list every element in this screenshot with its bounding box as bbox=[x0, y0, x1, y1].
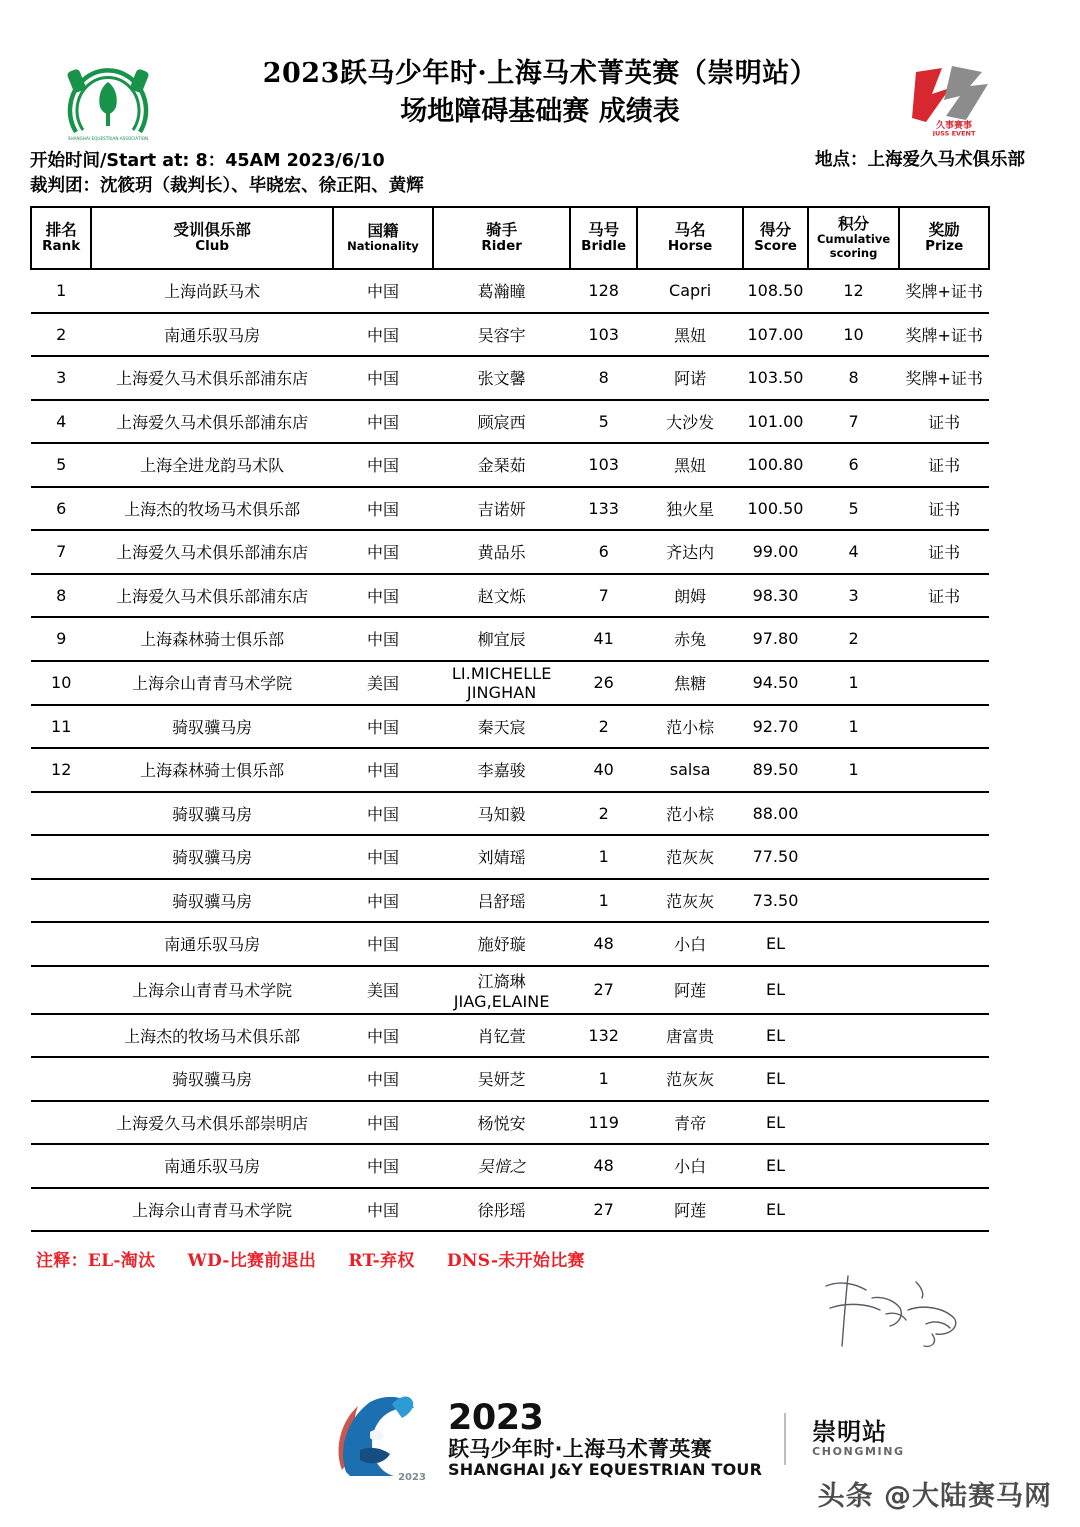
legend-rt: RT-弃权 bbox=[348, 1251, 415, 1271]
cell-prize bbox=[899, 617, 989, 661]
table-row bbox=[31, 530, 989, 574]
logo-divider bbox=[784, 1413, 786, 1465]
cell-cumulative bbox=[808, 792, 900, 836]
cell-score: EL bbox=[743, 1057, 808, 1101]
col-header-nationality: 国籍 Nationality bbox=[333, 207, 433, 269]
cell-nationality: 美国 bbox=[333, 966, 433, 1014]
cell-score: EL bbox=[743, 966, 808, 1014]
cell-bridle: 8 bbox=[570, 356, 637, 400]
cell-cumulative: 1 bbox=[808, 748, 900, 792]
page-title-line2: 场地障碍基础赛 成绩表 bbox=[400, 96, 680, 128]
cell-horse: 独火星 bbox=[637, 487, 743, 531]
station-label bbox=[812, 1419, 905, 1459]
cell-rider: 徐彤瑶 bbox=[433, 1188, 570, 1232]
cell-club: 上海杰的牧场马术俱乐部 bbox=[91, 1014, 333, 1058]
cell-club: 上海杰的牧场马术俱乐部 bbox=[91, 487, 333, 531]
cell-nationality: 中国 bbox=[333, 879, 433, 923]
cell-club: 上海佘山青青马术学院 bbox=[91, 1188, 333, 1232]
cell-bridle: 6 bbox=[570, 530, 637, 574]
table-row bbox=[31, 1144, 989, 1188]
cell-horse: 赤兔 bbox=[637, 617, 743, 661]
cell-nationality: 中国 bbox=[333, 530, 433, 574]
cell-cumulative bbox=[808, 879, 900, 923]
cell-prize: 奖牌+证书 bbox=[899, 356, 989, 400]
cell-prize bbox=[899, 1188, 989, 1232]
cell-horse: 阿莲 bbox=[637, 1188, 743, 1232]
table-row bbox=[31, 269, 989, 313]
cell-horse: 范小棕 bbox=[637, 705, 743, 749]
cell-rider: 吕舒瑶 bbox=[433, 879, 570, 923]
cell-club: 骑驭骥马房 bbox=[91, 792, 333, 836]
cell-cumulative bbox=[808, 1057, 900, 1101]
cell-cumulative: 7 bbox=[808, 400, 900, 444]
cell-rank: 6 bbox=[31, 487, 91, 531]
cell-rider: 吴愔之 bbox=[433, 1144, 570, 1188]
table-row bbox=[31, 1101, 989, 1145]
table-row bbox=[31, 661, 989, 705]
cell-horse: 阿诺 bbox=[637, 356, 743, 400]
table-row bbox=[31, 922, 989, 966]
start-time-text: 开始时间/Start at: 8：45AM 2023/6/10 bbox=[30, 151, 385, 171]
cell-horse: 青帝 bbox=[637, 1101, 743, 1145]
cell-bridle: 7 bbox=[570, 574, 637, 618]
cell-rank bbox=[31, 1188, 91, 1232]
cell-prize bbox=[899, 835, 989, 879]
cell-rider: 马知毅 bbox=[433, 792, 570, 836]
cell-horse: salsa bbox=[637, 748, 743, 792]
cell-bridle: 26 bbox=[570, 661, 637, 705]
station-name-cn: 崇明站 bbox=[812, 1417, 888, 1446]
cell-cumulative: 8 bbox=[808, 356, 900, 400]
juss-event-logo bbox=[908, 58, 1000, 136]
legend-dns: DNS-未开始比赛 bbox=[446, 1251, 585, 1271]
cell-rider: 顾宸西 bbox=[433, 400, 570, 444]
cell-rank bbox=[31, 1101, 91, 1145]
cell-score: 100.50 bbox=[743, 487, 808, 531]
table-row bbox=[31, 487, 989, 531]
col-header-prize: 奖励 Prize bbox=[899, 207, 989, 269]
cell-rider: LI.MICHELLE JINGHAN bbox=[433, 661, 570, 705]
tour-logo-year: 2023 bbox=[448, 1397, 544, 1438]
col-header-bridle: 马号 Bridle bbox=[570, 207, 637, 269]
cell-prize: 证书 bbox=[899, 400, 989, 444]
cell-club: 上海爱久马术俱乐部浦东店 bbox=[91, 356, 333, 400]
cell-bridle: 5 bbox=[570, 400, 637, 444]
cell-rider: 吴妍芝 bbox=[433, 1057, 570, 1101]
cell-cumulative: 10 bbox=[808, 313, 900, 357]
cell-rider: 赵文烁 bbox=[433, 574, 570, 618]
table-row bbox=[31, 835, 989, 879]
cell-prize bbox=[899, 661, 989, 705]
col-header-cumulative: 积分 Cumulative scoring bbox=[808, 207, 900, 269]
cell-bridle: 1 bbox=[570, 879, 637, 923]
cell-cumulative bbox=[808, 1188, 900, 1232]
cell-bridle: 41 bbox=[570, 617, 637, 661]
cell-prize: 奖牌+证书 bbox=[899, 313, 989, 357]
cell-club: 上海全进龙韵马术队 bbox=[91, 443, 333, 487]
cell-prize bbox=[899, 748, 989, 792]
cell-bridle: 2 bbox=[570, 705, 637, 749]
cell-score: 99.00 bbox=[743, 530, 808, 574]
table-row bbox=[31, 356, 989, 400]
cell-rider: 肖钇萱 bbox=[433, 1014, 570, 1058]
col-header-club: 受训俱乐部 Club bbox=[91, 207, 333, 269]
cell-score: 77.50 bbox=[743, 835, 808, 879]
cell-rank: 9 bbox=[31, 617, 91, 661]
tour-logo-cn: 跃马少年时·上海马术菁英赛 bbox=[448, 1436, 712, 1461]
cell-rank bbox=[31, 835, 91, 879]
cell-prize bbox=[899, 922, 989, 966]
cell-rank: 8 bbox=[31, 574, 91, 618]
cell-rank: 1 bbox=[31, 269, 91, 313]
cell-club: 南通乐驭马房 bbox=[91, 313, 333, 357]
cell-club: 上海佘山青青马术学院 bbox=[91, 661, 333, 705]
cell-rider: 金琹茹 bbox=[433, 443, 570, 487]
table-row bbox=[31, 879, 989, 923]
cell-horse: 范灰灰 bbox=[637, 835, 743, 879]
cell-rank bbox=[31, 922, 91, 966]
cell-nationality: 中国 bbox=[333, 705, 433, 749]
juss-logo-en: JUSS EVENT bbox=[932, 129, 976, 136]
cell-cumulative bbox=[808, 922, 900, 966]
cell-score: 100.80 bbox=[743, 443, 808, 487]
cell-horse: 范小棕 bbox=[637, 792, 743, 836]
cell-cumulative bbox=[808, 1101, 900, 1145]
cell-nationality: 中国 bbox=[333, 792, 433, 836]
cell-bridle: 48 bbox=[570, 922, 637, 966]
cell-bridle: 1 bbox=[570, 1057, 637, 1101]
cell-club: 上海爱久马术俱乐部浦东店 bbox=[91, 530, 333, 574]
table-row bbox=[31, 705, 989, 749]
cell-rider: 李嘉骏 bbox=[433, 748, 570, 792]
cell-prize: 证书 bbox=[899, 530, 989, 574]
cell-rank: 12 bbox=[31, 748, 91, 792]
cell-rank: 4 bbox=[31, 400, 91, 444]
cell-rider: 施妤璇 bbox=[433, 922, 570, 966]
cell-rank: 10 bbox=[31, 661, 91, 705]
cell-score: EL bbox=[743, 1101, 808, 1145]
table-row bbox=[31, 313, 989, 357]
cell-nationality: 中国 bbox=[333, 1144, 433, 1188]
cell-score: 88.00 bbox=[743, 792, 808, 836]
cell-horse: 范灰灰 bbox=[637, 1057, 743, 1101]
cell-score: EL bbox=[743, 1188, 808, 1232]
cell-bridle: 119 bbox=[570, 1101, 637, 1145]
cell-rider: 杨悦安 bbox=[433, 1101, 570, 1145]
cell-prize bbox=[899, 705, 989, 749]
juss-logo-cn: 久事赛事 bbox=[935, 121, 973, 131]
legend-wd: WD-比赛前退出 bbox=[187, 1251, 317, 1271]
venue-text: 地点：上海爱久马术俱乐部 bbox=[815, 150, 1025, 170]
cell-bridle: 27 bbox=[570, 1188, 637, 1232]
cell-bridle: 128 bbox=[570, 269, 637, 313]
cell-nationality: 中国 bbox=[333, 574, 433, 618]
table-row bbox=[31, 574, 989, 618]
cell-score: 101.00 bbox=[743, 400, 808, 444]
cell-nationality: 中国 bbox=[333, 1188, 433, 1232]
cell-horse: 小白 bbox=[637, 1144, 743, 1188]
watermark-text: 头条 @大陆赛马网 bbox=[817, 1481, 1052, 1512]
cell-horse: 唐富贵 bbox=[637, 1014, 743, 1058]
cell-rank bbox=[31, 1057, 91, 1101]
cell-nationality: 中国 bbox=[333, 748, 433, 792]
cell-rank bbox=[31, 1144, 91, 1188]
table-header-row bbox=[31, 207, 989, 269]
cell-score: EL bbox=[743, 922, 808, 966]
cell-bridle: 40 bbox=[570, 748, 637, 792]
table-row bbox=[31, 443, 989, 487]
cell-nationality: 中国 bbox=[333, 443, 433, 487]
cell-rider: 江旖琳JIAG,ELAINE bbox=[433, 966, 570, 1014]
table-row bbox=[31, 748, 989, 792]
cell-horse: 范灰灰 bbox=[637, 879, 743, 923]
cell-horse: 黑妞 bbox=[637, 313, 743, 357]
cell-rank: 3 bbox=[31, 356, 91, 400]
cell-bridle: 48 bbox=[570, 1144, 637, 1188]
table-row bbox=[31, 1057, 989, 1101]
cell-cumulative: 1 bbox=[808, 661, 900, 705]
cell-nationality: 中国 bbox=[333, 1014, 433, 1058]
cell-club: 上海森林骑士俱乐部 bbox=[91, 617, 333, 661]
cell-rank: 7 bbox=[31, 530, 91, 574]
cell-score: 108.50 bbox=[743, 269, 808, 313]
table-row bbox=[31, 617, 989, 661]
cell-score: 92.70 bbox=[743, 705, 808, 749]
cell-rider: 吉诺妍 bbox=[433, 487, 570, 531]
tour-logo-en: SHANGHAI J&Y EQUESTRIAN TOUR bbox=[448, 1459, 763, 1479]
cell-horse: Capri bbox=[637, 269, 743, 313]
cell-cumulative bbox=[808, 966, 900, 1014]
table-row bbox=[31, 1014, 989, 1058]
cell-nationality: 美国 bbox=[333, 661, 433, 705]
cell-prize bbox=[899, 1101, 989, 1145]
cell-rank bbox=[31, 792, 91, 836]
horse-badge-year: 2023 bbox=[398, 1472, 426, 1483]
cell-score: 97.80 bbox=[743, 617, 808, 661]
cell-rider: 张文馨 bbox=[433, 356, 570, 400]
cell-prize bbox=[899, 1144, 989, 1188]
cell-prize bbox=[899, 1057, 989, 1101]
cell-rank bbox=[31, 1014, 91, 1058]
cell-club: 骑驭骥马房 bbox=[91, 1057, 333, 1101]
cell-horse: 阿莲 bbox=[637, 966, 743, 1014]
cell-cumulative: 1 bbox=[808, 705, 900, 749]
cell-prize bbox=[899, 792, 989, 836]
results-table-body bbox=[31, 269, 989, 1231]
cell-score: 94.50 bbox=[743, 661, 808, 705]
table-row bbox=[31, 792, 989, 836]
col-header-rider: 骑手 Rider bbox=[433, 207, 570, 269]
cell-cumulative bbox=[808, 835, 900, 879]
cell-nationality: 中国 bbox=[333, 269, 433, 313]
cell-horse: 齐达内 bbox=[637, 530, 743, 574]
cell-club: 南通乐驭马房 bbox=[91, 1144, 333, 1188]
cell-nationality: 中国 bbox=[333, 356, 433, 400]
cell-club: 上海佘山青青马术学院 bbox=[91, 966, 333, 1014]
cell-score: 73.50 bbox=[743, 879, 808, 923]
cell-nationality: 中国 bbox=[333, 1101, 433, 1145]
cell-rider: 柳宜辰 bbox=[433, 617, 570, 661]
table-row bbox=[31, 400, 989, 444]
cell-score: 89.50 bbox=[743, 748, 808, 792]
cell-prize: 奖牌+证书 bbox=[899, 269, 989, 313]
cell-prize: 证书 bbox=[899, 487, 989, 531]
document-header bbox=[0, 0, 1080, 140]
cell-horse: 焦糖 bbox=[637, 661, 743, 705]
cell-rank bbox=[31, 879, 91, 923]
cell-cumulative: 5 bbox=[808, 487, 900, 531]
cell-score: EL bbox=[743, 1014, 808, 1058]
horse-head-icon bbox=[330, 1392, 438, 1486]
cell-rank: 2 bbox=[31, 313, 91, 357]
cell-club: 上海爱久马术俱乐部崇明店 bbox=[91, 1101, 333, 1145]
page-title-line1: 2023跃马少年时·上海马术菁英赛（崇明站） bbox=[262, 58, 818, 89]
cell-rank: 11 bbox=[31, 705, 91, 749]
cell-nationality: 中国 bbox=[333, 617, 433, 661]
tour-logo-text bbox=[448, 1397, 763, 1479]
cell-nationality: 中国 bbox=[333, 487, 433, 531]
cell-cumulative: 2 bbox=[808, 617, 900, 661]
cell-rider: 刘婧瑶 bbox=[433, 835, 570, 879]
cell-club: 上海尚跃马术 bbox=[91, 269, 333, 313]
cell-prize bbox=[899, 879, 989, 923]
cell-bridle: 1 bbox=[570, 835, 637, 879]
cell-nationality: 中国 bbox=[333, 1057, 433, 1101]
cell-rider: 秦天宸 bbox=[433, 705, 570, 749]
event-meta bbox=[0, 148, 1080, 198]
cell-score: 98.30 bbox=[743, 574, 808, 618]
cell-club: 上海森林骑士俱乐部 bbox=[91, 748, 333, 792]
meta-row-time-venue bbox=[30, 148, 1050, 173]
cell-rider: 吴容宇 bbox=[433, 313, 570, 357]
cell-rank: 5 bbox=[31, 443, 91, 487]
cell-bridle: 103 bbox=[570, 443, 637, 487]
cell-cumulative: 12 bbox=[808, 269, 900, 313]
cell-club: 上海爱久马术俱乐部浦东店 bbox=[91, 574, 333, 618]
judges-text: 裁判团：沈筱玥（裁判长）、毕晓宏、徐正阳、黄辉 bbox=[30, 176, 424, 196]
cell-rider: 黄品乐 bbox=[433, 530, 570, 574]
cell-rank bbox=[31, 966, 91, 1014]
results-table bbox=[30, 206, 990, 1232]
cell-horse: 大沙发 bbox=[637, 400, 743, 444]
col-header-rank: 排名 Rank bbox=[31, 207, 91, 269]
cell-nationality: 中国 bbox=[333, 400, 433, 444]
cell-horse: 小白 bbox=[637, 922, 743, 966]
col-header-score: 得分 Score bbox=[743, 207, 808, 269]
cell-club: 上海爱久马术俱乐部浦东店 bbox=[91, 400, 333, 444]
cell-club: 骑驭骥马房 bbox=[91, 835, 333, 879]
cell-prize: 证书 bbox=[899, 574, 989, 618]
cell-bridle: 103 bbox=[570, 313, 637, 357]
event-tour-logo bbox=[330, 1392, 905, 1486]
cell-nationality: 中国 bbox=[333, 313, 433, 357]
legend-el: 注释：EL-淘汰 bbox=[36, 1251, 156, 1271]
cell-cumulative: 3 bbox=[808, 574, 900, 618]
cell-bridle: 27 bbox=[570, 966, 637, 1014]
judge-signature bbox=[808, 1268, 988, 1358]
station-name-en: CHONGMING bbox=[812, 1445, 905, 1459]
table-row bbox=[31, 1188, 989, 1232]
cell-rider: 葛瀚瞳 bbox=[433, 269, 570, 313]
cell-prize bbox=[899, 966, 989, 1014]
cell-score: EL bbox=[743, 1144, 808, 1188]
cell-club: 南通乐驭马房 bbox=[91, 922, 333, 966]
cell-club: 骑驭骥马房 bbox=[91, 705, 333, 749]
cell-cumulative bbox=[808, 1144, 900, 1188]
cell-prize: 证书 bbox=[899, 443, 989, 487]
cell-cumulative bbox=[808, 1014, 900, 1058]
cell-club: 骑驭骥马房 bbox=[91, 879, 333, 923]
cell-horse: 黑妞 bbox=[637, 443, 743, 487]
cell-bridle: 2 bbox=[570, 792, 637, 836]
results-table-wrap bbox=[30, 206, 1050, 1232]
cell-nationality: 中国 bbox=[333, 835, 433, 879]
cell-bridle: 133 bbox=[570, 487, 637, 531]
cell-horse: 朗姆 bbox=[637, 574, 743, 618]
cell-cumulative: 6 bbox=[808, 443, 900, 487]
cell-nationality: 中国 bbox=[333, 922, 433, 966]
cell-score: 107.00 bbox=[743, 313, 808, 357]
table-row bbox=[31, 966, 989, 1014]
cell-bridle: 132 bbox=[570, 1014, 637, 1058]
shanghai-equestrian-association-logo bbox=[56, 50, 160, 144]
meta-row-judges bbox=[30, 173, 1050, 198]
cell-score: 103.50 bbox=[743, 356, 808, 400]
cell-prize bbox=[899, 1014, 989, 1058]
col-header-horse: 马名 Horse bbox=[637, 207, 743, 269]
cell-cumulative: 4 bbox=[808, 530, 900, 574]
svg-text:SHANGHAI EQUESTRIAN ASSOCIATIO: SHANGHAI EQUESTRIAN ASSOCIATION bbox=[67, 136, 149, 141]
